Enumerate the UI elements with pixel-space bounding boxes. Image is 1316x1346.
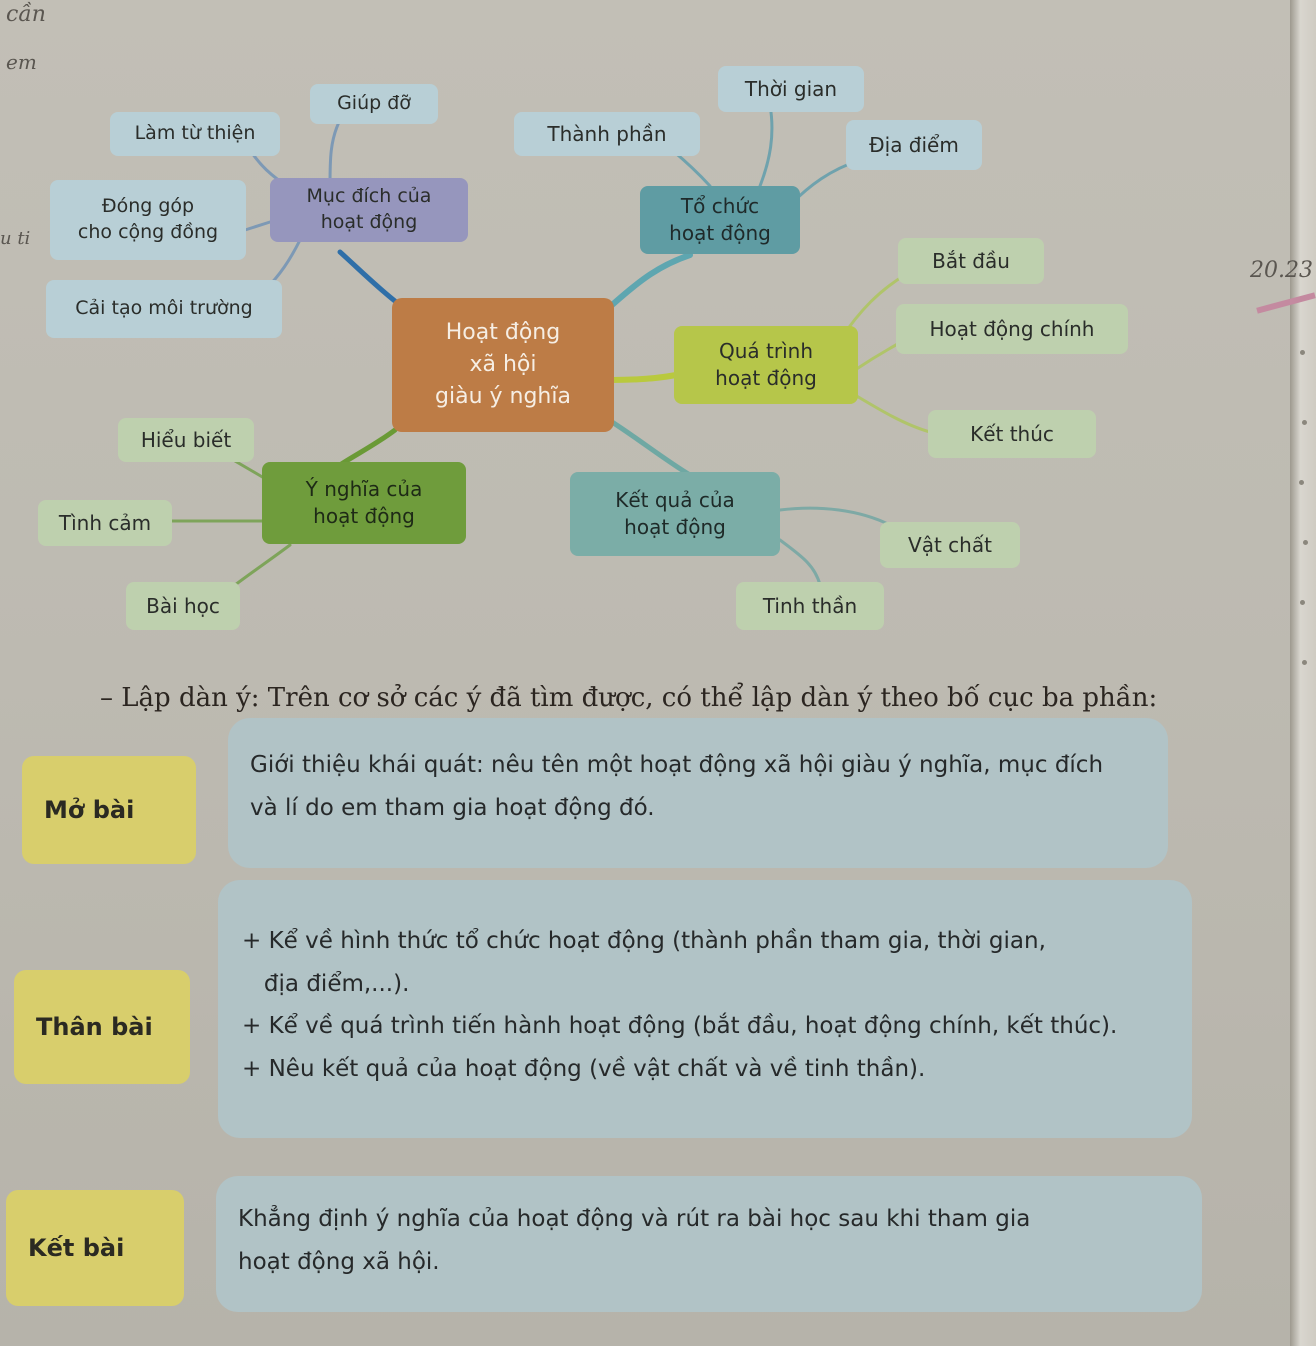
- body-line-result: + Nêu kết quả của hoạt động (về vật chất và về tinh thần).: [242, 1055, 926, 1082]
- process-item-end: Kết thúc: [928, 410, 1096, 458]
- meaning-item-knowledge: Hiểu biết: [118, 418, 254, 462]
- branch-process: Quá trình hoạt động: [674, 326, 858, 404]
- branch-organization: Tổ chức hoạt động: [640, 186, 800, 254]
- purpose-item-charity: Làm từ thiện: [110, 112, 280, 156]
- branch-result: Kết quả của hoạt động: [570, 472, 780, 556]
- outline-intro: – Lập dàn ý: Trên cơ sở các ý đã tìm được, có thể lập dàn ý theo bố cục ba phần:: [100, 683, 1158, 713]
- purpose-item-environment: Cải tạo môi trường: [46, 280, 282, 338]
- mindmap-center: Hoạt động xã hội giàu ý nghĩa: [392, 298, 614, 432]
- label-body: Thân bài: [14, 970, 190, 1084]
- content-opening: Giới thiệu khái quát: nêu tên một hoạt động xã hội giàu ý nghĩa, mục đích và lí do em tham gia hoạt động đó.: [228, 718, 1168, 868]
- margin-note-top-2: em: [6, 50, 37, 74]
- result-item-spiritual: Tinh thần: [736, 582, 884, 630]
- org-item-place: Địa điểm: [846, 120, 982, 170]
- result-item-material: Vật chất: [880, 522, 1020, 568]
- meaning-item-feelings: Tình cảm: [38, 500, 172, 546]
- margin-note-top: cần: [6, 2, 46, 27]
- process-item-main: Hoạt động chính: [896, 304, 1128, 354]
- body-line-process: + Kể về quá trình tiến hành hoạt động (bắt đầu, hoạt động chính, kết thúc).: [242, 1013, 1118, 1040]
- label-opening: Mở bài: [22, 756, 196, 864]
- margin-note-right: 20.23: [1250, 258, 1313, 283]
- purpose-item-contribute: Đóng góp cho cộng đồng: [50, 180, 246, 260]
- label-closing: Kết bài: [6, 1190, 184, 1306]
- body-line-organization: + Kể về hình thức tổ chức hoạt động (thành phần tham gia, thời gian, địa điểm,...).: [242, 928, 1046, 997]
- content-closing: Khẳng định ý nghĩa của hoạt động và rút ra bài học sau khi tham gia hoạt động xã hội.: [216, 1176, 1202, 1312]
- branch-meaning: Ý nghĩa của hoạt động: [262, 462, 466, 544]
- margin-note-left: u ti: [0, 228, 31, 249]
- org-item-time: Thời gian: [718, 66, 864, 112]
- process-item-start: Bắt đầu: [898, 238, 1044, 284]
- content-body: [218, 880, 1192, 1138]
- org-item-members: Thành phần: [514, 112, 700, 156]
- branch-purpose: Mục đích của hoạt động: [270, 178, 468, 242]
- meaning-item-lesson: Bài học: [126, 582, 240, 630]
- purpose-item-help: Giúp đỡ: [310, 84, 438, 124]
